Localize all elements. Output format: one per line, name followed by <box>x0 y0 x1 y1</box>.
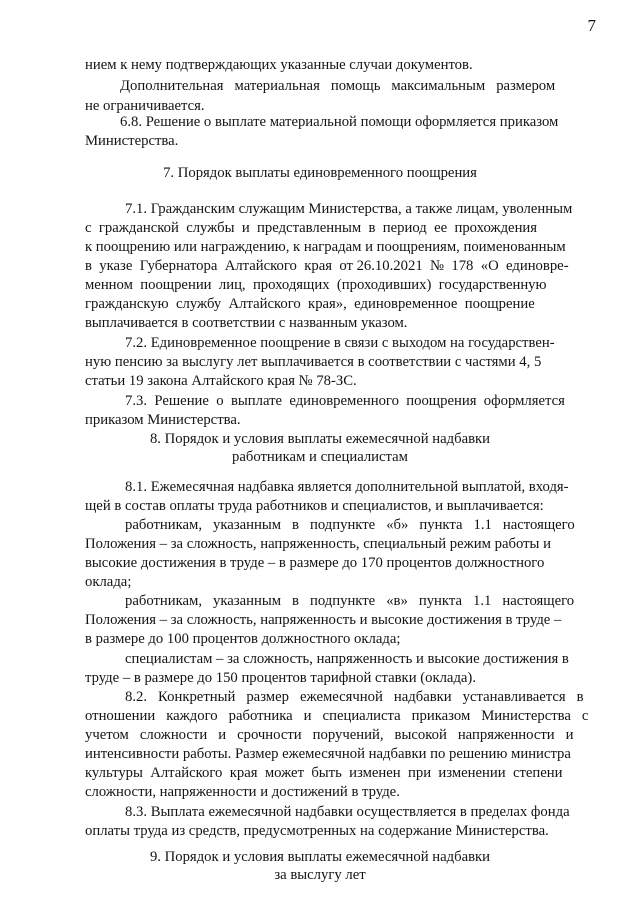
section-heading: за выслугу лет <box>274 867 366 883</box>
page-number: 7 <box>587 16 596 35</box>
section-heading: 8. Порядок и условия выплаты ежемесячной надбавки <box>149 431 491 447</box>
section-heading: работникам и специалистам <box>232 449 408 465</box>
section-heading: 9. Порядок и условия выплаты ежемесячной надбавки <box>149 849 491 865</box>
document-page: 7 нием к нему подтверждающих указанные случаи документов. Дополнительная материальная помощь максимальным размером не ограничивается. 6.8. Решение о выплате материальной помощи оформляется приказом Министерства. 7. Порядок выплаты единовременного поощрения 7.1. Гражданским служащим Министерства, а также лицам, уволенным с гражданской службы и представленным в период ее прохождения к поощрению или награждению, к наградам и поощрениям, поименованным в указе Губернатора Алтайского края от 26.10.2021 № 178 «О единовре- менном поощрении лиц, проходящих (проходивших) государственную гражданскую службу Алтайского края», единовременное поощрение выплачивается в соответствии с названным указом. 7.2. Единовременное поощрение в связи с выходом на государствен- ную пенсию за выслугу лет выплачивается в соответствии с частями 4, 5 статьи 19 закона Алтайского края № 78-ЗС. 7.3. Решение о выплате единовременного поощрения оформляется приказом Министерства. 8. Порядок и условия выплаты ежемесячной надбавки работникам и специалистам 8.1. Ежемесячная надбавка является дополнительной выплатой, входя- щей в состав оплаты труда работников и специалистов, и выплачивается: работникам, указанным в подпункте «б» пункта 1.1 настоящего Положения – за сложность, напряженность, специальный режим работы и высокие достижения в труде – в размере до 170 процентов должностного оклада; работникам, указанным в подпункте «в» пункта 1.1 настоящего Положения – за сложность, напряженность и высокие достижения в труде – в размере до 100 процентов должностного оклада; специалистам – за сложность, напряженность и высокие достижения в труде – в размере до 150 процентов тарифной ставки (оклада). 8.2. Конкретный размер ежемесячной надбавки устанавливается в отношении каждого работника и специалиста приказом Министерства с учетом сложности и срочности поручений, высокой напряженности и интенсивности работы. Размер ежемесячной надбавки по решению министра культуры Алтайского края может быть изменен при изменении степени сложности, напряженности и достижений в труде. 8.3. Выплата ежемесячной надбавки осуществляется в пределах фонда оплаты труда из средств, предусмотренных на содержание Министерства. 9. Порядок и условия выплаты ежемесячной надбавки за выслугу лет <box>0 0 640 905</box>
section-heading: 7. Порядок выплаты единовременного поощрения <box>163 165 477 181</box>
